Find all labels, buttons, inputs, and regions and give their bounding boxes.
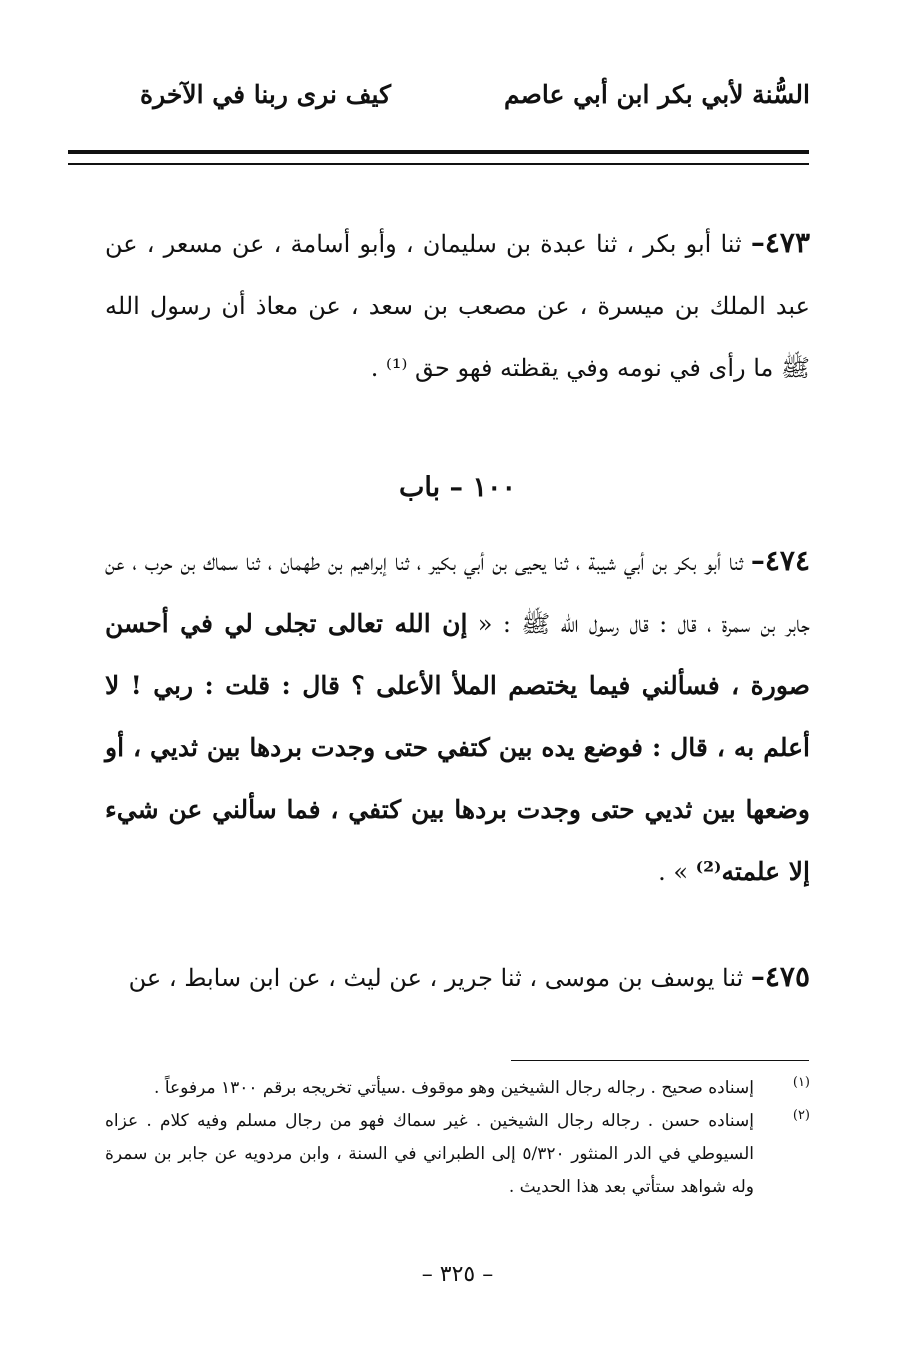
- footnote-separator: [511, 1060, 809, 1061]
- footnote-text: إسناده صحيح . رجاله رجال الشيخين وهو موقوف .سيأتي تخريجه برقم ١٣٠٠ مرفوعاً .: [154, 1078, 754, 1098]
- footnotes: [105, 1072, 810, 1204]
- hadith-number: ٤٧٥: [764, 960, 810, 993]
- footnote-2: [105, 1105, 810, 1204]
- hadith-entry-473: ٤٧٣– ثنا أبو بكر ، ثنا عبدة بن سليمان ، وأبو أسامة ، عن مسعر ، عن عبد الملك بن ميسرة ، عن مصعب بن سعد ، عن معاذ أن رسول الله ﷺ ما رأى في نومه وفي يقظته فهو حق ⁽¹⁾ .: [105, 226, 811, 382]
- page-number: – ٣٢٥ –: [421, 1262, 494, 1287]
- hadith-number: ٤٧٣: [764, 226, 811, 259]
- header-rule-thick: [68, 150, 809, 154]
- footnote-text: إسناده حسن . رجاله رجال الشيخين . غير سماك فهو من رجال مسلم وفيه كلام . عزاه السيوطي في الدر المنثور ٥/٣٢٠ إلى الطبراني في السنة ، وابن مردويه عن جابر بن سمرة وله شواهد ستأتي بعد هذا الحديث .: [105, 1111, 754, 1197]
- hadith-text: ثنا يوسف بن موسى ، ثنا جرير ، عن ليث ، عن ابن سابط ، عن: [128, 964, 744, 992]
- footnote-mark: (١): [792, 1075, 810, 1090]
- header-rule-thin: [68, 163, 809, 165]
- running-header-chapter-title: كيف نرى ربنا في الآخرة: [140, 80, 391, 109]
- hadith-entry-474: ٤٧٤– ثنا أبو بكر بن أبي شيبة ، ثنا يحيى بن أبي بكير ، ثنا إبراهيم بن طهمان ، ثنا سماك بن حرب ، عن جابر بن سمرة ، قال : قال رسول الله ﷺ : « إن الله تعالى تجلى لي في أحسن صورة ، فسألني فيما يختصم الملأ الأعلى ؟ قال : قلت : ربي ! لا أعلم به ، قال : فوضع يده بين كتفي حتى وجدت بردها بين ثديي ، أو وضعها بين ثديي حتى وجدت بردها بين كتفي ، فما سألني عن شيء إلا علمته⁽²⁾ » .: [105, 544, 810, 886]
- chapter-heading: ١٠٠ – باب: [399, 472, 516, 503]
- footnote-1: [105, 1072, 810, 1105]
- footnote-mark: (٢): [792, 1108, 810, 1123]
- hadith-matn: إن الله تعالى تجلى لي في أحسن صورة ، فسألني فيما يختصم الملأ الأعلى ؟ قال : قلت : ربي ! لا أعلم به ، قال : فوضع يده بين كتفي حتى وجدت بردها بين ثديي ، أو وضعها بين ثديي حتى وجدت بردها بين كتفي ، فما سألني عن شيء إلا علمته⁽²⁾: [105, 609, 810, 886]
- running-header-book-title: السُّنة لأبي بكر ابن أبي عاصم: [503, 80, 810, 109]
- hadith-closing: » .: [658, 858, 696, 886]
- hadith-entry-475: ٤٧٥– ثنا يوسف بن موسى ، ثنا جرير ، عن ليث ، عن ابن سابط ، عن: [128, 960, 810, 993]
- hadith-text: ثنا أبو بكر ، ثنا عبدة بن سليمان ، وأبو أسامة ، عن مسعر ، عن عبد الملك بن ميسرة ، عن مصعب بن سعد ، عن معاذ أن رسول الله ﷺ ما رأى في نومه وفي يقظته فهو حق ⁽¹⁾ .: [105, 230, 810, 382]
- hadith-number: ٤٧٤: [764, 544, 810, 577]
- hadith-text: ثنا أبو بكر بن أبي شيبة ، ثنا يحيى بن أبي بكير ، ثنا إبراهيم بن طهمان ، ثنا سماك بن حرب ، عن جابر بن سمرة ، قال : قال رسول الله ﷺ : «: [105, 548, 810, 638]
